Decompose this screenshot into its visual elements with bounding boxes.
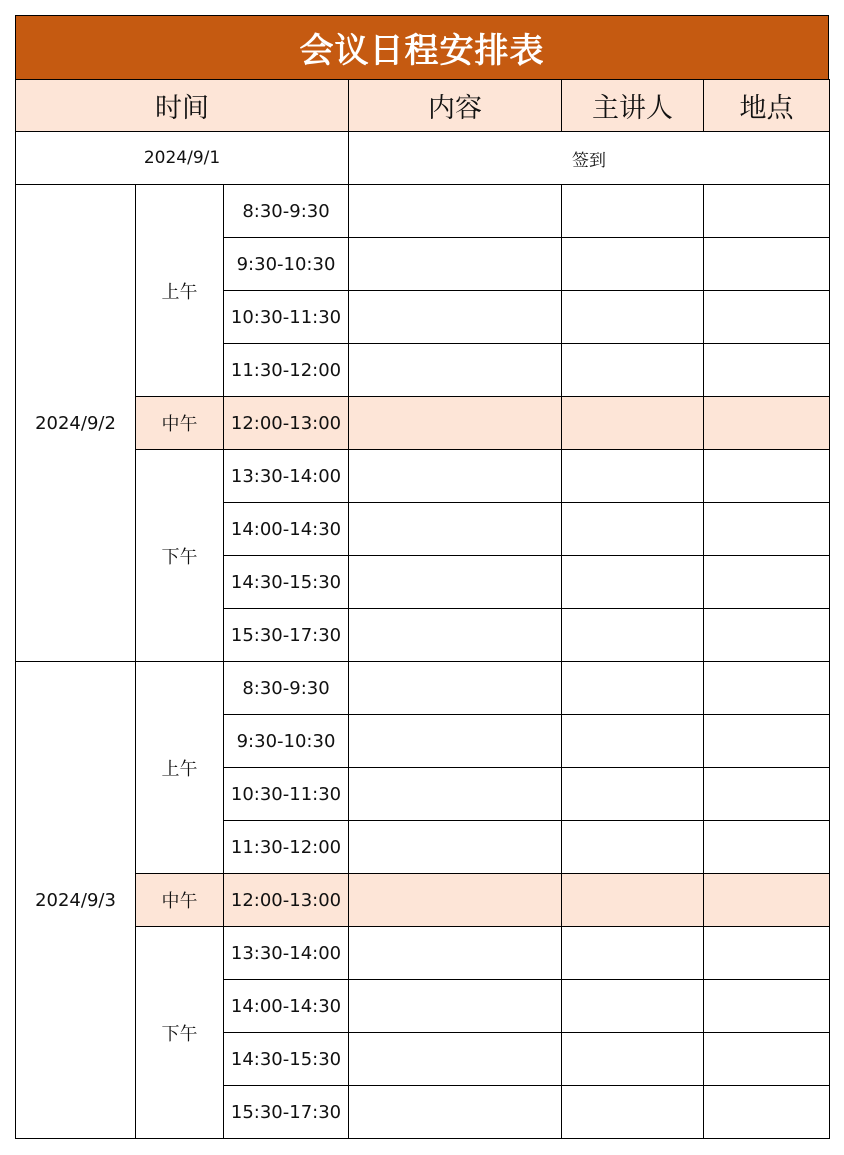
content-cell[interactable] [349,503,562,556]
location-cell[interactable] [704,291,830,344]
speaker-cell[interactable] [562,980,704,1033]
location-cell[interactable] [704,662,830,715]
time-slot[interactable]: 15:30-17:30 [224,609,349,662]
time-slot[interactable]: 9:30-10:30 [224,715,349,768]
location-cell[interactable] [704,1086,830,1139]
time-slot[interactable]: 11:30-12:00 [224,821,349,874]
location-cell[interactable] [704,768,830,821]
period-label[interactable]: 下午 [136,450,224,662]
location-cell[interactable] [704,1033,830,1086]
time-slot[interactable]: 14:30-15:30 [224,1033,349,1086]
content-cell[interactable] [349,662,562,715]
location-cell[interactable] [704,556,830,609]
content-cell[interactable] [349,927,562,980]
speaker-cell[interactable] [562,874,704,927]
content-cell[interactable] [349,768,562,821]
schedule-row [16,662,830,715]
day-date[interactable]: 2024/9/2 [16,185,136,662]
time-slot[interactable]: 10:30-11:30 [224,768,349,821]
schedule-row [16,450,830,503]
day-rows [16,185,830,1139]
time-slot[interactable]: 12:00-13:00 [224,397,349,450]
speaker-cell[interactable] [562,768,704,821]
time-slot[interactable]: 11:30-12:00 [224,344,349,397]
content-cell[interactable] [349,238,562,291]
location-cell[interactable] [704,821,830,874]
speaker-cell[interactable] [562,715,704,768]
speaker-cell[interactable] [562,344,704,397]
schedule-sheet [15,15,829,1139]
time-slot[interactable]: 14:00-14:30 [224,503,349,556]
content-cell[interactable] [349,344,562,397]
location-cell[interactable] [704,238,830,291]
location-cell[interactable] [704,715,830,768]
location-cell[interactable] [704,344,830,397]
speaker-cell[interactable] [562,662,704,715]
location-cell[interactable] [704,980,830,1033]
content-cell[interactable] [349,450,562,503]
signin-content[interactable]: 签到 [349,132,830,185]
speaker-cell[interactable] [562,821,704,874]
content-cell[interactable] [349,1033,562,1086]
time-slot[interactable]: 14:30-15:30 [224,556,349,609]
time-slot[interactable]: 15:30-17:30 [224,1086,349,1139]
header-speaker: 主讲人 [562,80,704,132]
sheet-title: 会议日程安排表 [15,15,829,79]
time-slot[interactable]: 9:30-10:30 [224,238,349,291]
signin-row [16,132,830,185]
period-label[interactable]: 中午 [136,397,224,450]
time-slot[interactable]: 12:00-13:00 [224,874,349,927]
location-cell[interactable] [704,874,830,927]
speaker-cell[interactable] [562,185,704,238]
content-cell[interactable] [349,980,562,1033]
content-cell[interactable] [349,609,562,662]
time-slot[interactable]: 14:00-14:30 [224,980,349,1033]
speaker-cell[interactable] [562,503,704,556]
time-slot[interactable]: 13:30-14:00 [224,927,349,980]
speaker-cell[interactable] [562,1086,704,1139]
time-slot[interactable]: 8:30-9:30 [224,662,349,715]
location-cell[interactable] [704,185,830,238]
location-cell[interactable] [704,503,830,556]
header-time: 时间 [16,80,349,132]
content-cell[interactable] [349,185,562,238]
header-location: 地点 [704,80,830,132]
speaker-cell[interactable] [562,1033,704,1086]
content-cell[interactable] [349,715,562,768]
day-date[interactable]: 2024/9/3 [16,662,136,1139]
content-cell[interactable] [349,397,562,450]
header-content: 内容 [349,80,562,132]
schedule-row [16,874,830,927]
content-cell[interactable] [349,874,562,927]
speaker-cell[interactable] [562,291,704,344]
content-cell[interactable] [349,821,562,874]
period-label[interactable]: 下午 [136,927,224,1139]
period-label[interactable]: 上午 [136,185,224,397]
time-slot[interactable]: 13:30-14:00 [224,450,349,503]
speaker-cell[interactable] [562,927,704,980]
period-label[interactable]: 上午 [136,662,224,874]
location-cell[interactable] [704,609,830,662]
content-cell[interactable] [349,556,562,609]
time-slot[interactable]: 8:30-9:30 [224,185,349,238]
time-slot[interactable]: 10:30-11:30 [224,291,349,344]
speaker-cell[interactable] [562,238,704,291]
schedule-table [15,79,830,1139]
speaker-cell[interactable] [562,397,704,450]
location-cell[interactable] [704,450,830,503]
content-cell[interactable] [349,1086,562,1139]
content-cell[interactable] [349,291,562,344]
schedule-row [16,185,830,238]
header-row [16,80,830,132]
location-cell[interactable] [704,927,830,980]
signin-date[interactable]: 2024/9/1 [16,132,349,185]
period-label[interactable]: 中午 [136,874,224,927]
schedule-row [16,927,830,980]
speaker-cell[interactable] [562,609,704,662]
location-cell[interactable] [704,397,830,450]
schedule-row [16,397,830,450]
speaker-cell[interactable] [562,450,704,503]
speaker-cell[interactable] [562,556,704,609]
